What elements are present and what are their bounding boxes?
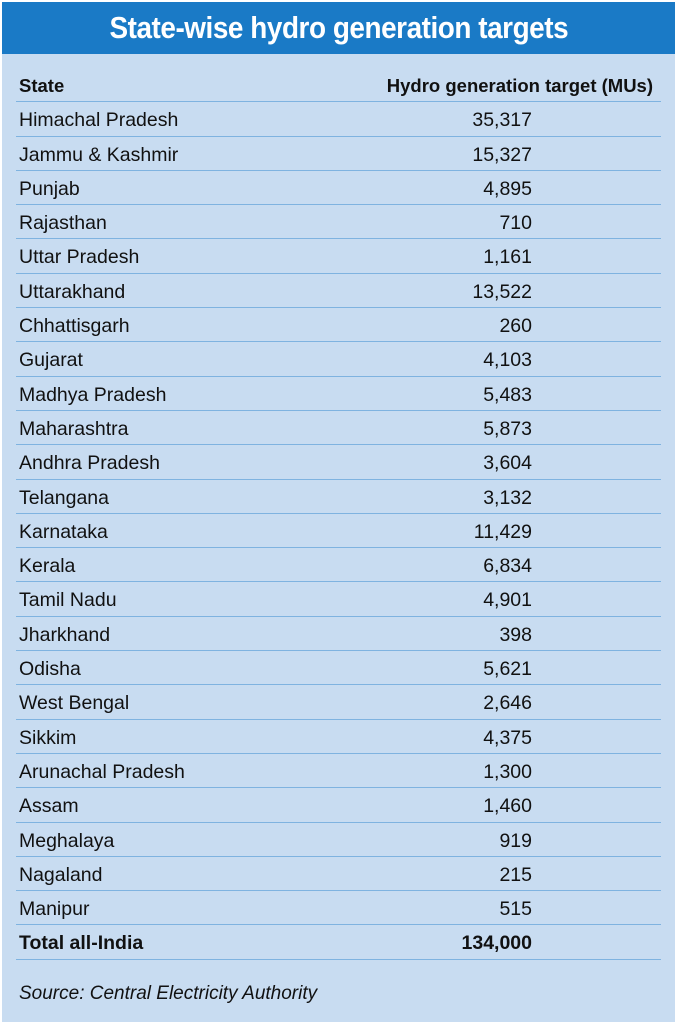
total-row: [16, 925, 661, 959]
source-note: Source: Central Electricity Authority: [19, 983, 318, 1004]
state-cell: Jharkhand: [19, 623, 111, 646]
table-row: [16, 617, 661, 651]
state-cell: Odisha: [19, 658, 81, 681]
target-value-cell: 2,646: [483, 692, 532, 715]
state-cell: Karnataka: [19, 520, 108, 543]
table-row: [16, 788, 661, 822]
target-value-cell: 515: [499, 898, 532, 921]
state-cell: Assam: [19, 795, 79, 818]
state-cell: Telangana: [19, 486, 109, 509]
target-value-cell: 4,895: [483, 177, 532, 200]
target-value-cell: 35,317: [472, 109, 532, 132]
target-value-cell: 15,327: [472, 143, 532, 166]
table-row: [16, 720, 661, 754]
table-row: [16, 857, 661, 891]
table-row: [16, 377, 661, 411]
target-value-cell: 13,522: [472, 280, 532, 303]
target-value-cell: 11,429: [473, 520, 532, 543]
total-label: Total all-India: [19, 932, 144, 955]
state-cell: Meghalaya: [19, 829, 115, 852]
table-row: [16, 274, 661, 308]
state-cell: Madhya Pradesh: [19, 383, 167, 406]
target-value-cell: 5,873: [483, 417, 532, 440]
state-cell: Uttarakhand: [19, 280, 126, 303]
target-value-cell: 260: [499, 315, 532, 338]
state-cell: Rajasthan: [19, 212, 107, 235]
table-row: [16, 411, 661, 445]
table-row: [16, 308, 661, 342]
target-value-cell: 3,604: [483, 452, 532, 475]
table-row: [16, 480, 661, 514]
table-row: [16, 891, 661, 925]
target-value-cell: 4,901: [483, 589, 532, 612]
state-cell: Kerala: [19, 555, 76, 578]
target-value-cell: 4,375: [483, 726, 532, 749]
target-value-cell: 3,132: [483, 486, 532, 509]
state-cell: Maharashtra: [19, 417, 129, 440]
state-cell: Tamil Nadu: [19, 589, 117, 612]
table-row: [16, 514, 661, 548]
table-row: [16, 582, 661, 616]
state-cell: Arunachal Pradesh: [19, 760, 185, 783]
state-cell: Gujarat: [19, 349, 83, 372]
data-table: [16, 68, 661, 960]
state-cell: Andhra Pradesh: [19, 452, 160, 475]
table-row: [16, 239, 661, 273]
state-cell: Nagaland: [19, 863, 103, 886]
state-column-header: State: [19, 75, 65, 96]
table-row: [16, 137, 661, 171]
target-value-cell: 6,834: [483, 555, 532, 578]
table-row: [16, 205, 661, 239]
target-value-cell: 5,483: [483, 383, 532, 406]
state-cell: Jammu & Kashmir: [19, 143, 179, 166]
table-row: [16, 651, 661, 685]
table-row: [16, 754, 661, 788]
target-value-cell: 1,161: [483, 246, 532, 269]
table-row: [16, 548, 661, 582]
target-value-cell: 5,621: [483, 658, 532, 681]
table-row: [16, 445, 661, 479]
table-panel: [2, 2, 675, 1022]
target-column-header: Hydro generation target (MUs): [386, 75, 653, 96]
target-value-cell: 215: [499, 863, 532, 886]
total-value: 134,000: [461, 932, 532, 955]
state-cell: Sikkim: [19, 726, 77, 749]
table-row: [16, 102, 661, 136]
state-cell: Uttar Pradesh: [19, 246, 140, 269]
target-value-cell: 398: [499, 623, 532, 646]
state-cell: Punjab: [19, 177, 80, 200]
target-value-cell: 919: [499, 829, 532, 852]
table-row: [16, 171, 661, 205]
target-value-cell: 4,103: [483, 349, 532, 372]
table-row: [16, 823, 661, 857]
title-bar: [2, 2, 675, 54]
state-cell: Chhattisgarh: [19, 315, 130, 338]
target-value-cell: 710: [499, 212, 532, 235]
table-header-row: [16, 68, 661, 102]
table-row: [16, 685, 661, 719]
table-body: [16, 102, 661, 925]
target-value-cell: 1,300: [483, 760, 532, 783]
state-cell: West Bengal: [19, 692, 130, 715]
page-title: State-wise hydro generation targets: [109, 10, 568, 45]
state-cell: Himachal Pradesh: [19, 109, 179, 132]
state-cell: Manipur: [19, 898, 90, 921]
target-value-cell: 1,460: [483, 795, 532, 818]
table-row: [16, 342, 661, 376]
